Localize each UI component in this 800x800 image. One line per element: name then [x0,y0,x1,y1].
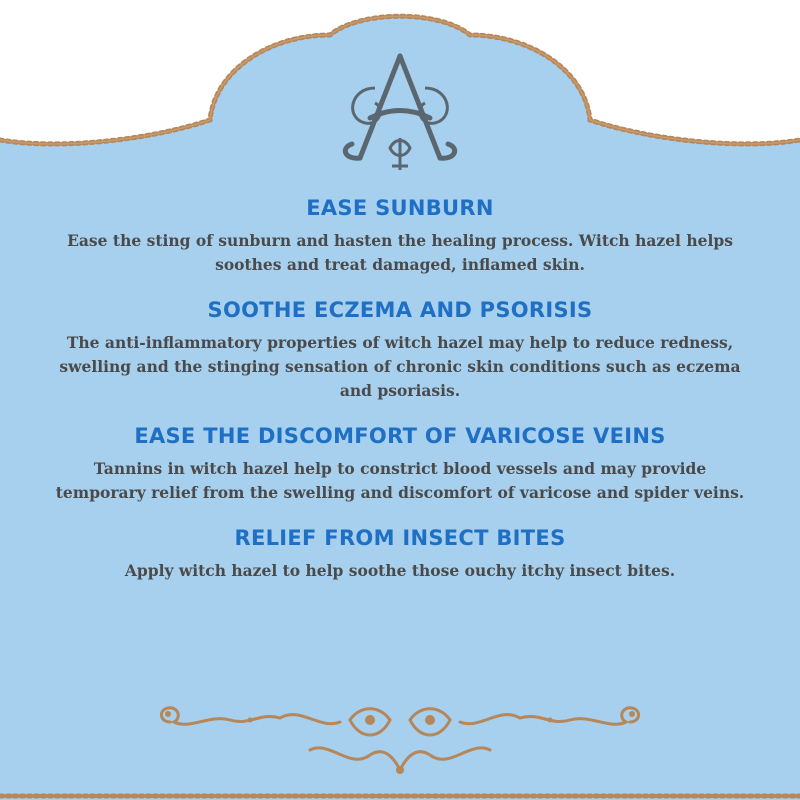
scroll-flourish-icon [150,700,650,780]
section-heading: SOOTHE ECZEMA AND PSORISIS [207,298,593,322]
section-insect-bites [40,525,760,583]
section-soothe-eczema [40,297,760,403]
section-heading: EASE THE DISCOMFORT OF VARICOSE VEINS [134,424,666,448]
section-body: The anti-inflammatory properties of witch hazel may help to reduce redness, swelling and the stinging sensation of chronic skin conditions such as eczema and psoriasis. [59,333,741,400]
section-body: Tannins in witch hazel help to constrict blood vessels and may provide temporary relief from the swelling and discomfort of varicose and spider veins. [55,459,745,502]
section-heading: RELIEF FROM INSECT BITES [234,526,566,550]
section-body: Ease the sting of sunburn and hasten the healing process. Witch hazel helps soothes and treat damaged, inflamed skin. [67,231,733,274]
section-ease-sunburn [40,195,760,277]
section-varicose-veins [40,423,760,505]
section-heading: EASE SUNBURN [306,196,494,220]
letter-a-monogram-icon [330,48,470,178]
section-body: Apply witch hazel to help soothe those ouchy itchy insect bites. [124,561,676,580]
content-area [40,195,760,583]
